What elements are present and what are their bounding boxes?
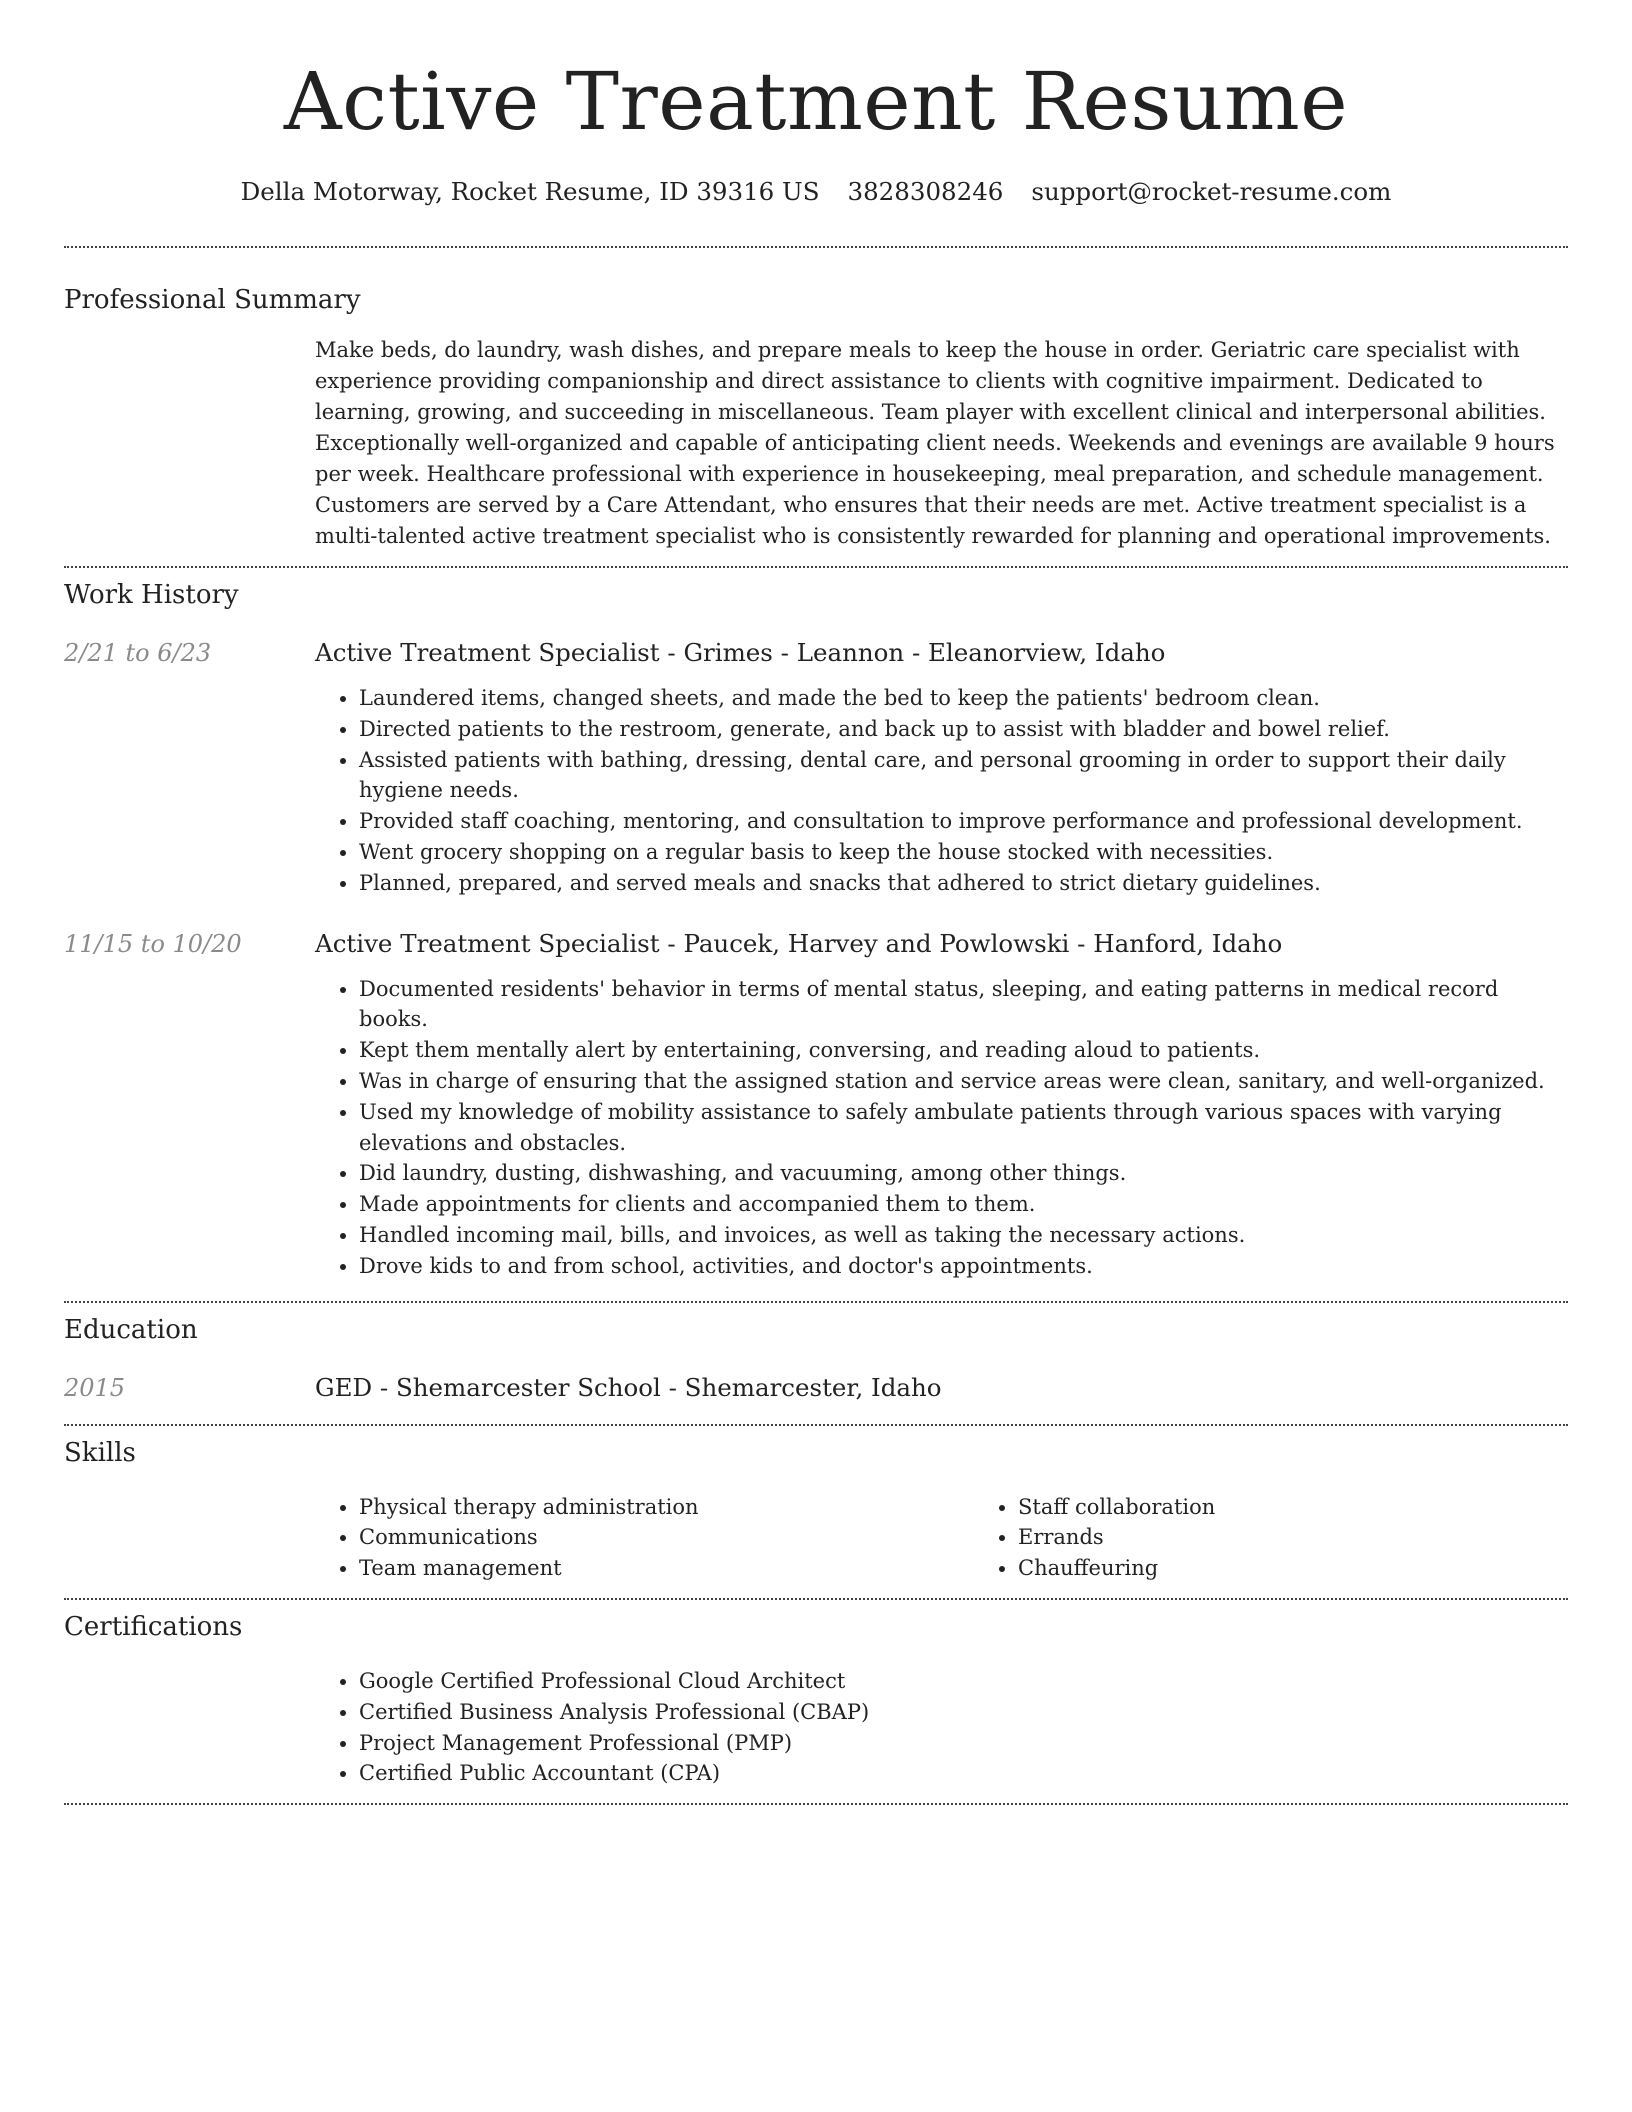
work-section bbox=[64, 568, 1568, 1282]
list-item: • Assisted patients with bathing, dressing, dental care, and personal grooming in order to support their daily hygiene needs. bbox=[359, 745, 1568, 807]
job-bullets bbox=[315, 974, 1568, 1282]
summary-spacer bbox=[64, 335, 315, 552]
summary-section bbox=[64, 248, 1568, 552]
contact-email[interactable]: support@rocket-resume.com bbox=[1031, 177, 1392, 206]
resume-page bbox=[64, 0, 1568, 1805]
list-item: • Used my knowledge of mobility assistance to safely ambulate patients through various spaces with varying elevations and obstacles. bbox=[359, 1097, 1568, 1159]
list-item: • Chauffeuring bbox=[1018, 1553, 1632, 1584]
list-item: • Documented residents' behavior in terms of mental status, sleeping, and eating patterns in medical record books. bbox=[359, 974, 1568, 1036]
list-item: • Kept them mentally alert by entertaining, conversing, and reading aloud to patients. bbox=[359, 1035, 1568, 1066]
job-title: Active Treatment Specialist - Paucek, Harvey and Powlowski - Hanford, Idaho bbox=[315, 928, 1283, 958]
education-year: 2015 bbox=[64, 1373, 126, 1402]
education-heading: Education bbox=[64, 1314, 198, 1345]
contact-line bbox=[64, 176, 1568, 208]
list-item: • Communications bbox=[359, 1522, 974, 1553]
job-entry bbox=[64, 636, 1568, 899]
list-item: • Physical therapy administration bbox=[359, 1492, 974, 1523]
certifications-spacer bbox=[64, 1666, 315, 1789]
certifications-section bbox=[64, 1600, 1568, 1789]
skills-heading: Skills bbox=[64, 1437, 136, 1468]
list-item: • Did laundry, dusting, dishwashing, and vacuuming, among other things. bbox=[359, 1158, 1568, 1189]
list-item: • Team management bbox=[359, 1553, 974, 1584]
skills-list-right bbox=[974, 1492, 1632, 1584]
list-item: • Errands bbox=[1018, 1522, 1632, 1553]
certifications-list bbox=[315, 1666, 1568, 1789]
list-item: • Drove kids to and from school, activities, and doctor's appointments. bbox=[359, 1251, 1568, 1282]
list-item: • Certified Business Analysis Professional (CBAP) bbox=[359, 1697, 1568, 1728]
list-item: • Project Management Professional (PMP) bbox=[359, 1728, 1568, 1759]
contact-address: Della Motorway, Rocket Resume, ID 39316 US bbox=[240, 177, 820, 206]
list-item: • Certified Public Accountant (CPA) bbox=[359, 1758, 1568, 1789]
list-item: • Directed patients to the restroom, generate, and back up to assist with bladder and bowel relief. bbox=[359, 714, 1568, 745]
list-item: • Made appointments for clients and accompanied them to them. bbox=[359, 1189, 1568, 1220]
list-item: • Was in charge of ensuring that the assigned station and service areas were clean, sanitary, and well-organized. bbox=[359, 1066, 1568, 1097]
skills-grid bbox=[315, 1492, 1632, 1584]
skills-section bbox=[64, 1426, 1568, 1584]
certifications-divider bbox=[64, 1803, 1568, 1805]
list-item: • Google Certified Professional Cloud Architect bbox=[359, 1666, 1568, 1697]
job-bullets bbox=[315, 683, 1568, 899]
job-dates: 2/21 to 6/23 bbox=[64, 639, 212, 667]
skills-list-left bbox=[315, 1492, 974, 1584]
certifications-heading: Certifications bbox=[64, 1611, 243, 1642]
summary-text: Make beds, do laundry, wash dishes, and prepare meals to keep the house in order. Geriatric care specialist with experience providing companionship and direct assistance to clients with cognitive impairment. Dedicated to learning, growing, and succeeding in miscellaneous. Team player with excellent clinical and interpersonal abilities. Exceptionally well-organized and capable of anticipating client needs. Weekends and evenings are available 9 hours per week. Healthcare professional with experience in housekeeping, meal preparation, and schedule management. Customers are served by a Care Attendant, who ensures that their needs are met. Active treatment specialist is a multi-talented active treatment specialist who is consistently rewarded for planning and operational improvements. bbox=[315, 338, 1555, 548]
work-heading: Work History bbox=[64, 580, 239, 610]
job-entry bbox=[64, 927, 1568, 1282]
job-title: Active Treatment Specialist - Grimes - Leannon - Eleanorview, Idaho bbox=[315, 638, 1166, 667]
list-item: • Laundered items, changed sheets, and made the bed to keep the patients' bedroom clean. bbox=[359, 683, 1568, 714]
skills-spacer bbox=[64, 1492, 315, 1584]
education-section bbox=[64, 1303, 1568, 1405]
list-item: • Went grocery shopping on a regular basis to keep the house stocked with necessities. bbox=[359, 837, 1568, 868]
list-item: • Staff collaboration bbox=[1018, 1492, 1632, 1523]
list-item: • Provided staff coaching, mentoring, and consultation to improve performance and professional development. bbox=[359, 806, 1568, 837]
list-item: • Handled incoming mail, bills, and invoices, as well as taking the necessary actions. bbox=[359, 1220, 1568, 1251]
education-degree: GED - Shemarcester School - Shemarcester, Idaho bbox=[315, 1372, 942, 1402]
job-dates: 11/15 to 10/20 bbox=[64, 929, 242, 958]
contact-phone: 3828308246 bbox=[847, 177, 1004, 206]
summary-heading: Professional Summary bbox=[64, 285, 361, 315]
list-item: • Planned, prepared, and served meals and snacks that adhered to strict dietary guidelines. bbox=[359, 868, 1568, 899]
resume-title: Active Treatment Resume bbox=[283, 55, 1349, 148]
